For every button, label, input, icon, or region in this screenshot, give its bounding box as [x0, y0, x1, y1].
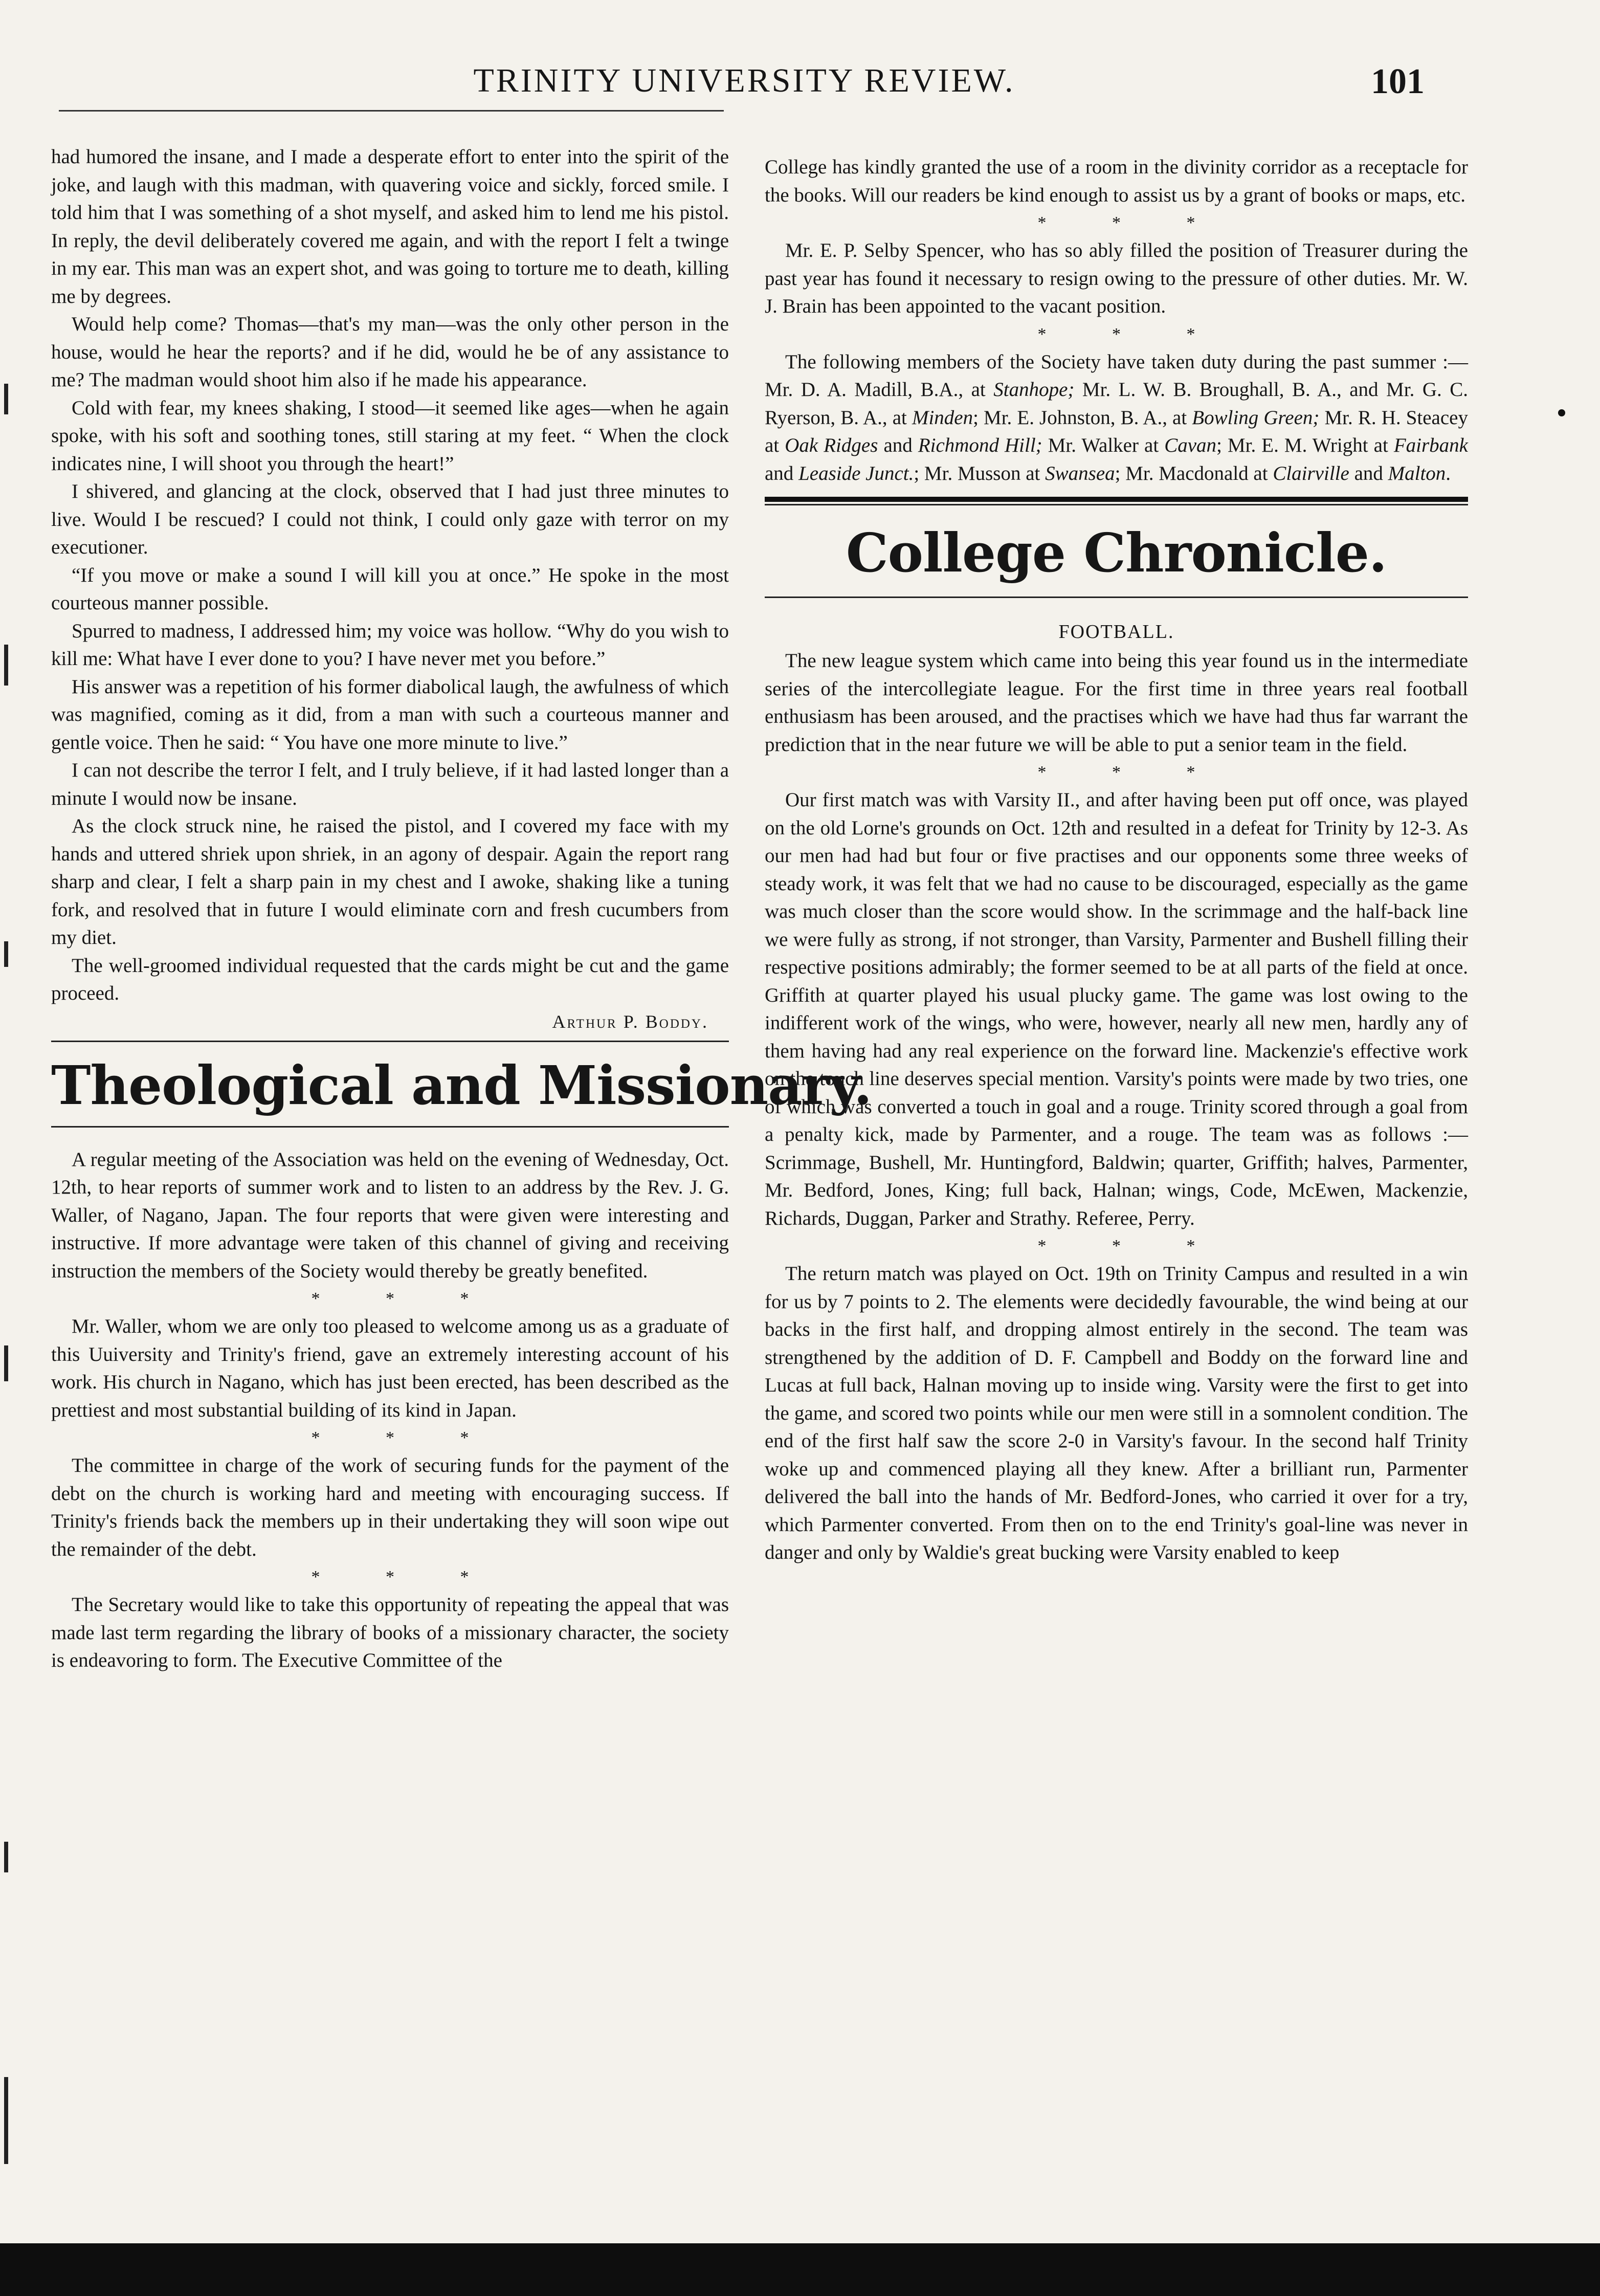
- theological-paragraph: The Secretary would like to take this opportunity of repeating the appeal that was made last term regarding the library of books of a missionary character, the society is endeavoring to form. The Executive Committee of the: [51, 1594, 729, 1671]
- section-divider-stars: * * *: [1037, 213, 1226, 232]
- header-rule: [59, 110, 724, 112]
- section-divider-stars: * * *: [1037, 763, 1226, 782]
- section-heading-college-chronicle: College Chronicle.: [846, 521, 1387, 584]
- story-paragraph: The well-groomed individual requested that the cards might be cut and the game proceed.: [51, 954, 729, 1004]
- section-heading-theological: Theological and Missionary.: [51, 1053, 872, 1117]
- section-rule: [51, 1041, 729, 1042]
- right-column: [765, 153, 1468, 1567]
- continuation-paragraph: Mr. E. P. Selby Spencer, who has so ably filled the position of Treasurer during the past year has found it necessary to resign owing to the pressure of other duties. Mr. W. J. Brain has been appointed to the vacant position.: [765, 239, 1468, 317]
- left-column: [51, 143, 872, 1675]
- section-divider-stars: * * *: [311, 1428, 500, 1447]
- section-rule: [765, 597, 1468, 598]
- story-paragraph: His answer was a repetition of his former diabolical laugh, the awfulness of which was magnified, coming as it did, from a man with such a courteous manner and gentle voice. Then he said: “ You have one more minute to live.”: [51, 675, 729, 754]
- running-header-title: TRINITY UNIVERSITY REVIEW.: [473, 62, 1015, 99]
- story-paragraph: Cold with fear, my knees shaking, I stood—it seemed like ages—when he again spoke, with his soft and soothing tones, still staring at my feet. “ When the clock indicates nine, I will shoot you through the heart!”: [51, 396, 729, 475]
- story-paragraph: Would help come? Thomas—that's my man—was the only other person in the house, would he hear the reports? and if he did, would he be of any assistance to me? The madman would shoot him also if he made his appearance.: [51, 313, 729, 391]
- section-rule: [51, 1126, 729, 1128]
- right-margin: [1555, 164, 1575, 2210]
- football-paragraph: Our first match was with Varsity II., and after having been put off once, was played on the old Lorne's grounds on Oct. 12th and resulted in a defeat for Trinity by 12-3. As our men had had but four or five practises and our opponents some three weeks of steady work, it was felt that we had no cause to be discouraged, especially as the game was much closer than the score would show. In the scrimmage and the half-back line we were fully as strong, if not stronger, than Varsity, Parmenter and Bushell filling their respective positions admirably; the former seemed to be at all parts of the field at once. Griffith at quarter played his usual plucky game. The game was lost owing to the indifferent work of the wings, who were, however, nearly all new men, hardly any of them having had any real experience on the forward line. Mackenzie's effective work on the touch line deserves special mention. Varsity's points were made by two tries, one of which was converted a touch in goal and a rouge. Trinity scored through a goal from a penalty kick, made by Parmenter, and a rouge. The team was as follows :—Scrimmage, Bushell, Mr. Huntingford, Baldwin; quarter, Griffith; halves, Parmenter, Mr. Bedford, Jones, King; full back, Halnan; wings, Code, McEwen, Mackenzie, Richards, Duggan, Parker and Strathy. Referee, Perry.: [765, 789, 1468, 1229]
- theological-paragraph: Mr. Waller, whom we are only too pleased to welcome among us as a graduate of this Uuiversity and Trinity's friend, gave an extremely interesting account of his work. His church in Nagano, which has just been erected, has been described as the prettiest and most substantial building of its kind in Japan.: [51, 1315, 729, 1421]
- story-paragraph: had humored the insane, and I made a desperate effort to enter into the spirit of the joke, and laugh with this madman, with quavering voice and sickly, forced smile. I told him that I was something of a shot myself, and asked him to lend me his pistol. In reply, the devil deliberately covered me again, and with the report I felt a twinge in my ear. This man was an expert shot, and was going to torture me to death, killing me by degrees.: [51, 146, 729, 307]
- theological-paragraph: The committee in charge of the work of securing funds for the payment of the debt on the church is working hard and meeting with encouraging success. If Trinity's friends back the members up in their undertaking they will soon wipe out the remainder of the debt.: [51, 1454, 729, 1560]
- page-number: 101: [1371, 62, 1425, 101]
- author-signature: Arthur P. Boddy.: [552, 1011, 708, 1032]
- story-paragraph: Spurred to madness, I addressed him; my voice was hollow. “Why do you wish to kill me: What have I ever done to you? I have never met you before.”: [51, 620, 729, 670]
- section-divider-stars: * * *: [1037, 1237, 1226, 1255]
- thick-double-rule: [765, 497, 1468, 505]
- duty-paragraph: The following members of the Society have taken duty during the past summer :—Mr. D. A. Madill, B.A., at Stanhope; Mr. L. W. B. Broughall, B. A., and Mr. G. C. Ryerson, B. A., at Minden; Mr. E. Johnston, B. A., at Bowling Green; Mr. R. H. Steacey at Oak Ridges and Richmond Hill; Mr. Walker at Cavan; Mr. E. M. Wright at Fairbank and Leaside Junct.; Mr. Musson at Swansea; Mr. Macdonald at Clairville and Malton.: [765, 350, 1468, 484]
- left-binding-edge: [0, 143, 20, 2164]
- section-divider-stars: * * *: [1037, 324, 1226, 344]
- football-paragraph: The return match was played on Oct. 19th on Trinity Campus and resulted in a win for us by 7 points to 2. The elements were decidedly favourable, the wind being at our backs in the first half, and dropping almost entirely in the second. The team was strengthened by the addition of D. F. Campbell and Boddy on the forward line and Lucas at full back, Halnan moving up to inside wing. Varsity were the first to get into the game, and scored two points while our men were still in a somnolent condition. The end of the first half saw the score 2-0 in Varsity's favour. In the second half Trinity woke up and commenced playing all they knew. After a brilliant run, Parmenter delivered the ball into the hands of Mr. Bedford-Jones, who carried it over for a try, which Parmenter converted. From then on to the end Trinity's goal-line was never in danger and only by Waldie's great bucking were Varsity enabled to keep: [765, 1263, 1468, 1563]
- section-divider-stars: * * *: [311, 1289, 500, 1308]
- story-paragraph: I shivered, and glancing at the clock, observed that I had just three minutes to live. Would I be rescued? I could not think, I could only gaze with terror on my executioner.: [51, 480, 729, 558]
- story-paragraph: “If you move or make a sound I will kill you at once.” He spoke in the most courteous manner possible.: [51, 564, 729, 614]
- story-paragraph: As the clock struck nine, he raised the pistol, and I covered my face with my hands and uttered shriek upon shriek, in an agony of despair. Again the report rang sharp and clear, I felt a sharp pain in my chest and I awoke, shaking like a tuning fork, and resolved that in future I would eliminate corn and fresh cucumbers from my diet.: [51, 815, 729, 948]
- continuation-paragraph: College has kindly granted the use of a room in the divinity corridor as a receptacle for the books. Will our readers be kind enough to assist us by a grant of books or maps, etc.: [765, 156, 1468, 206]
- scan-bottom-edge: [0, 2243, 1600, 2296]
- football-paragraph: The new league system which came into being this year found us in the intermediate series of the intercollegiate league. For the first time in three years real football enthusiasm has been aroused, and the practises which we have had thus far warrant the prediction that in the near future we will be able to put a senior team in the field.: [765, 650, 1468, 756]
- theological-paragraph: A regular meeting of the Association was held on the evening of Wednesday, Oct. 12th, to hear reports of summer work and to listen to an address by the Rev. J. G. Waller, of Nagano, Japan. The four reports that were given were interesting and instructive. If more advantage were taken of this channel of giving and receiving instruction the members of the Society would thereby be greatly benefited.: [51, 1148, 729, 1282]
- section-divider-stars: * * *: [311, 1568, 500, 1586]
- story-paragraph: I can not describe the terror I felt, and I truly believe, if it had lasted longer than a minute I would now be insane.: [51, 759, 729, 809]
- sub-heading-football: FOOTBALL.: [1058, 621, 1174, 643]
